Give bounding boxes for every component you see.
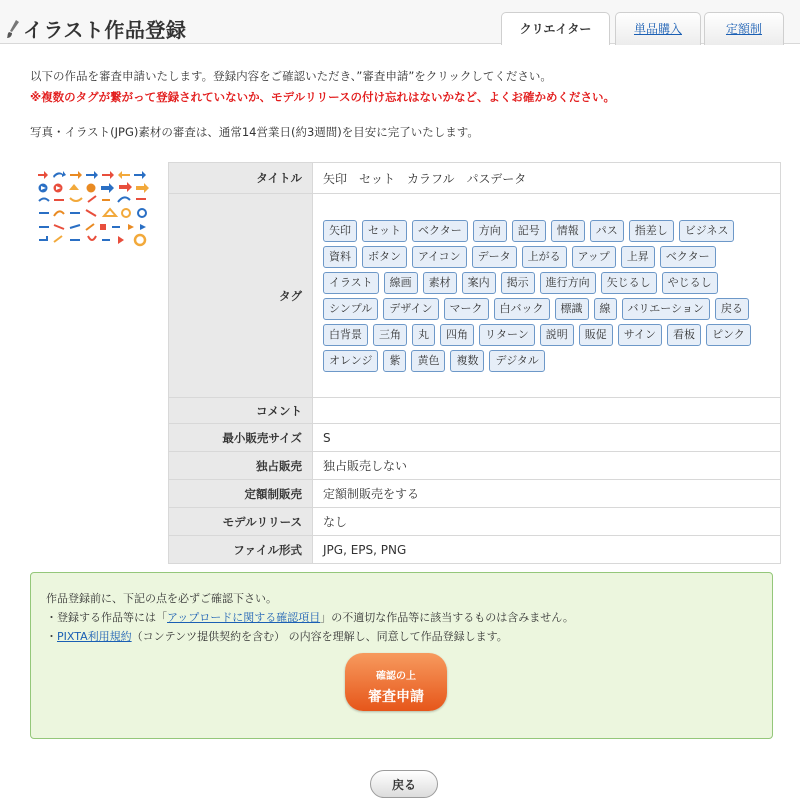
min-size-label: 最小販売サイズ bbox=[169, 424, 313, 452]
tag-chip: ピンク bbox=[706, 324, 751, 346]
tag-chip: ベクター bbox=[412, 220, 468, 242]
upload-checklist-link[interactable]: アップロードに関する確認項目 bbox=[167, 611, 321, 624]
tag-chip: 上昇 bbox=[621, 246, 655, 268]
confirm-line-2-post: 」の不適切な作品等に該当するものは含みません。 bbox=[320, 611, 574, 624]
tag-chip: 黄色 bbox=[411, 350, 445, 372]
tag-chip: サイン bbox=[618, 324, 662, 346]
confirmation-box bbox=[30, 572, 773, 739]
submit-button-label: 審査申請 bbox=[368, 688, 424, 705]
title-label: タイトル bbox=[169, 163, 313, 194]
artwork-thumbnail bbox=[36, 168, 154, 250]
submission-details-table bbox=[168, 162, 781, 564]
tab-single-purchase-link[interactable]: 単品購入 bbox=[633, 22, 682, 36]
row-title bbox=[169, 163, 781, 194]
tag-chip: 看板 bbox=[667, 324, 701, 346]
tab-creator-label: クリエイター bbox=[519, 22, 592, 36]
warning-text: ※複数のタグが繋がって登録されていないか、モデルリリースの付け忘れはないかなど、よくお確かめください。 bbox=[30, 90, 616, 104]
tag-chip: 指差し bbox=[629, 220, 674, 242]
tags-cell bbox=[313, 194, 781, 398]
confirmation-text bbox=[46, 589, 574, 646]
tag-chip: 情報 bbox=[551, 220, 585, 242]
page-header bbox=[0, 0, 800, 44]
intro-text bbox=[30, 66, 615, 108]
tag-list bbox=[323, 215, 778, 377]
row-model-release bbox=[169, 508, 781, 536]
tab-creator[interactable] bbox=[501, 12, 610, 45]
confirm-line-2-pre: ・登録する作品等には「 bbox=[46, 611, 167, 624]
model-release-value: なし bbox=[313, 508, 781, 536]
row-comment bbox=[169, 398, 781, 424]
tab-single-purchase[interactable] bbox=[615, 12, 701, 45]
row-fixed-rate bbox=[169, 480, 781, 508]
tag-chip: 掲示 bbox=[501, 272, 535, 294]
tag-chip: ベクター bbox=[660, 246, 716, 268]
tag-chip: ボタン bbox=[362, 246, 407, 268]
fixed-rate-label: 定額制販売 bbox=[169, 480, 313, 508]
tag-chip: 四角 bbox=[440, 324, 474, 346]
confirm-line-3 bbox=[46, 627, 574, 646]
model-release-label: モデルリリース bbox=[169, 508, 313, 536]
terms-of-use-link[interactable]: PIXTA利用規約 bbox=[57, 630, 132, 643]
tag-chip: 線 bbox=[594, 298, 617, 320]
tag-chip: オレンジ bbox=[323, 350, 378, 372]
tag-chip: 白バック bbox=[494, 298, 550, 320]
brush-icon bbox=[6, 19, 20, 39]
tags-label: タグ bbox=[169, 194, 313, 398]
tag-chip: 矢じるし bbox=[601, 272, 657, 294]
tag-chip: アイコン bbox=[412, 246, 467, 268]
tag-chip: バリエーション bbox=[622, 298, 710, 320]
comment-value bbox=[313, 398, 781, 424]
tab-fixed-rate[interactable] bbox=[704, 12, 784, 45]
submit-button-sublabel: 確認の上 bbox=[376, 670, 416, 682]
file-format-value: JPG, EPS, PNG bbox=[313, 536, 781, 564]
tag-chip: リターン bbox=[479, 324, 535, 346]
confirm-line-1: 作品登録前に、下記の点を必ずご確認下さい。 bbox=[46, 592, 277, 605]
tag-chip: 進行方向 bbox=[540, 272, 596, 294]
tag-chip: 資料 bbox=[323, 246, 357, 268]
tag-chip: デザイン bbox=[383, 298, 438, 320]
row-file-format bbox=[169, 536, 781, 564]
tag-chip: 販促 bbox=[579, 324, 613, 346]
tag-chip: 素材 bbox=[423, 272, 457, 294]
tag-chip: 矢印 bbox=[323, 220, 357, 242]
tag-chip: 標識 bbox=[555, 298, 589, 320]
tag-chip: データ bbox=[472, 246, 517, 268]
min-size-value: S bbox=[313, 424, 781, 452]
title-wrap bbox=[6, 14, 186, 43]
row-min-size bbox=[169, 424, 781, 452]
tag-chip: 記号 bbox=[512, 220, 546, 242]
tag-chip: 戻る bbox=[715, 298, 749, 320]
tag-chip: 複数 bbox=[450, 350, 484, 372]
fixed-rate-value: 定額制販売をする bbox=[313, 480, 781, 508]
confirm-line-3-post: （コンテンツ提供契約を含む） の内容を理解し、同意して作品登録します。 bbox=[131, 630, 508, 643]
tag-chip: やじるし bbox=[662, 272, 718, 294]
row-tags bbox=[169, 194, 781, 398]
title-value: 矢印 セット カラフル パスデータ bbox=[313, 163, 781, 194]
confirm-line-2 bbox=[46, 608, 574, 627]
tag-chip: シンプル bbox=[323, 298, 378, 320]
tag-chip: イラスト bbox=[323, 272, 379, 294]
tag-chip: 上がる bbox=[522, 246, 567, 268]
tag-chip: 丸 bbox=[412, 324, 435, 346]
page-title: イラスト作品登録 bbox=[23, 18, 187, 42]
tag-chip: アップ bbox=[572, 246, 616, 268]
tag-chip: セット bbox=[362, 220, 407, 242]
review-note: 写真・イラスト(JPG)素材の審査は、通常14営業日(約3週間)を目安に完了いたします。 bbox=[30, 125, 479, 139]
exclusive-value: 独占販売しない bbox=[313, 452, 781, 480]
row-exclusive bbox=[169, 452, 781, 480]
tag-chip: 白背景 bbox=[323, 324, 368, 346]
tag-chip: 案内 bbox=[462, 272, 496, 294]
tab-fixed-rate-link[interactable]: 定額制 bbox=[725, 22, 762, 36]
tag-chip: 説明 bbox=[540, 324, 574, 346]
tag-chip: ビジネス bbox=[679, 220, 735, 242]
tag-chip: パス bbox=[590, 220, 624, 242]
confirm-line-3-pre: ・ bbox=[46, 630, 57, 643]
intro-line: 以下の作品を審査申請いたします。登録内容をご確認いただき、”審査申請”をクリックしてください。 bbox=[30, 69, 552, 83]
tag-chip: 線画 bbox=[384, 272, 418, 294]
tag-chip: マーク bbox=[444, 298, 489, 320]
tag-chip: 三角 bbox=[373, 324, 407, 346]
tag-chip: 紫 bbox=[383, 350, 406, 372]
back-button[interactable]: 戻る bbox=[370, 770, 438, 798]
file-format-label: ファイル形式 bbox=[169, 536, 313, 564]
tag-chip: 方向 bbox=[473, 220, 507, 242]
comment-label: コメント bbox=[169, 398, 313, 424]
exclusive-label: 独占販売 bbox=[169, 452, 313, 480]
submit-review-button[interactable] bbox=[345, 653, 447, 711]
tag-chip: デジタル bbox=[489, 350, 544, 372]
